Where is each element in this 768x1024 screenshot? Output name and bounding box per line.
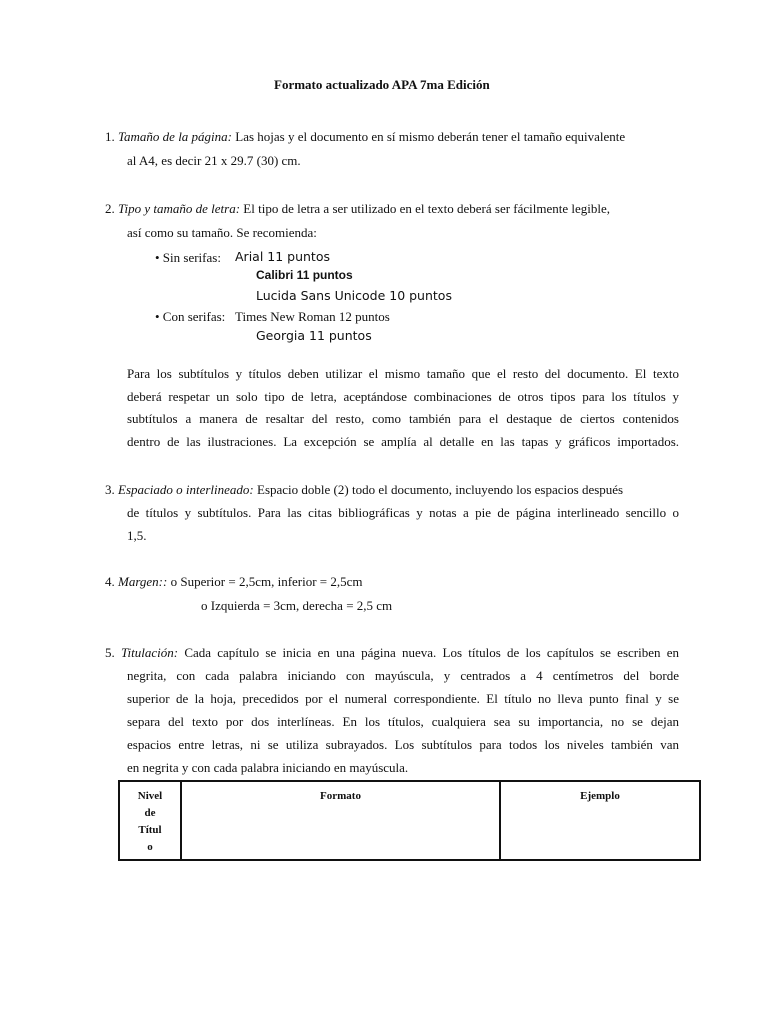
serif-font-times: Times New Roman 12 puntos — [235, 309, 390, 324]
item-1-number: 1. — [105, 129, 115, 144]
item-2-paragraph-line: Para los subtítulos y títulos deben utilizar el mismo tamaño que el resto del documento. El texto — [127, 366, 679, 381]
sans-serif-bullet: • Sin serifas: — [155, 250, 221, 265]
item-3-label: Espaciado o interlineado: — [118, 482, 254, 497]
margin-left-right: o Izquierda = 3cm, derecha = 2,5 cm — [201, 598, 393, 613]
serif-font-georgia: Georgia 11 puntos — [256, 328, 372, 343]
item-5-last-line: en negrita y con cada palabra iniciando en mayúscula. — [127, 760, 409, 775]
item-3-third-line: 1,5. — [127, 528, 147, 543]
item-3-first-line — [105, 482, 623, 498]
sans-font-calibri: Calibri 11 puntos — [256, 268, 353, 282]
item-5-text: Cada capítulo se inicia en una página nueva. Los títulos de los capítulos se escriben en — [184, 645, 680, 660]
item-5-label: Titulación: — [121, 645, 179, 660]
item-2-paragraph-line: deberá respetar un solo tipo de letra, aceptándose combinaciones de otros tipos para los títulos y — [127, 389, 679, 404]
header-nivel-cell — [119, 781, 181, 860]
item-5-first-line — [105, 645, 679, 661]
item-2-number: 2. — [105, 201, 115, 216]
item-3-second-line: de títulos y subtítulos. Para las citas bibliográficas y notas a pie de página interlineado sencillo o — [127, 505, 679, 520]
item-5-line: negrita, con cada palabra iniciando con mayúscula, y centrados a 4 centímetros del borde — [127, 668, 679, 683]
header-nivel-line: de — [144, 807, 156, 819]
item-2-label: Tipo y tamaño de letra: — [118, 201, 241, 216]
item-5-line: separa del texto por dos interlíneas. En los títulos, cualquiera sea su importancia, no se dejan — [127, 714, 679, 729]
item-3-number: 3. — [105, 482, 115, 497]
item-1-first-line — [105, 129, 625, 145]
header-nivel-line: Títul — [138, 824, 162, 836]
serif-bullet: • Con serifas: — [155, 309, 226, 324]
item-2-text: El tipo de letra a ser utilizado en el texto deberá ser fácilmente legible, — [243, 201, 611, 216]
table-header-row — [119, 781, 700, 860]
item-2-paragraph-line: subtítulos a manera de resaltar del resto, como también para el destaque de ciertos contenidos — [127, 411, 679, 426]
header-ejemplo-cell: Ejemplo — [500, 781, 700, 860]
header-formato-cell: Formato — [181, 781, 500, 860]
item-4-number: 4. — [105, 574, 115, 589]
item-1-label: Tamaño de la página: — [118, 129, 232, 144]
item-1-second-line: al A4, es decir 21 x 29.7 (30) cm. — [127, 153, 301, 168]
header-nivel-line: Nivel — [137, 790, 163, 802]
item-5-line: espacios entre letras, ni se utiliza subrayados. Los subtítulos para todos los niveles también van — [127, 737, 679, 752]
document-title: Formato actualizado APA 7ma Edición — [274, 77, 490, 92]
sans-font-lucida: Lucida Sans Unicode 10 puntos — [256, 288, 452, 303]
item-2-second-line: así como su tamaño. Se recomienda: — [127, 225, 317, 240]
item-4-first-line — [105, 574, 363, 590]
sans-font-arial: Arial 11 puntos — [235, 249, 330, 264]
item-2-paragraph-line: dentro de las ilustraciones. La excepción se amplía al detalle en las tapas y gráficos importados. — [127, 434, 679, 449]
item-5-line: superior de la hoja, precedidos por el numeral correspondiente. El título no lleva punto final y se — [127, 691, 679, 706]
item-2-first-line — [105, 201, 610, 217]
title-levels-table — [118, 780, 701, 861]
margin-top-bottom: o Superior = 2,5cm, inferior = 2,5cm — [170, 574, 363, 589]
item-4-label: Margen:: — [118, 574, 168, 589]
header-nivel-line: o — [147, 841, 153, 853]
item-3-text: Espacio doble (2) todo el documento, incluyendo los espacios después — [257, 482, 624, 497]
item-1-text: Las hojas y el documento en sí mismo deberán tener el tamaño equivalente — [235, 129, 626, 144]
item-5-number: 5. — [105, 645, 115, 660]
